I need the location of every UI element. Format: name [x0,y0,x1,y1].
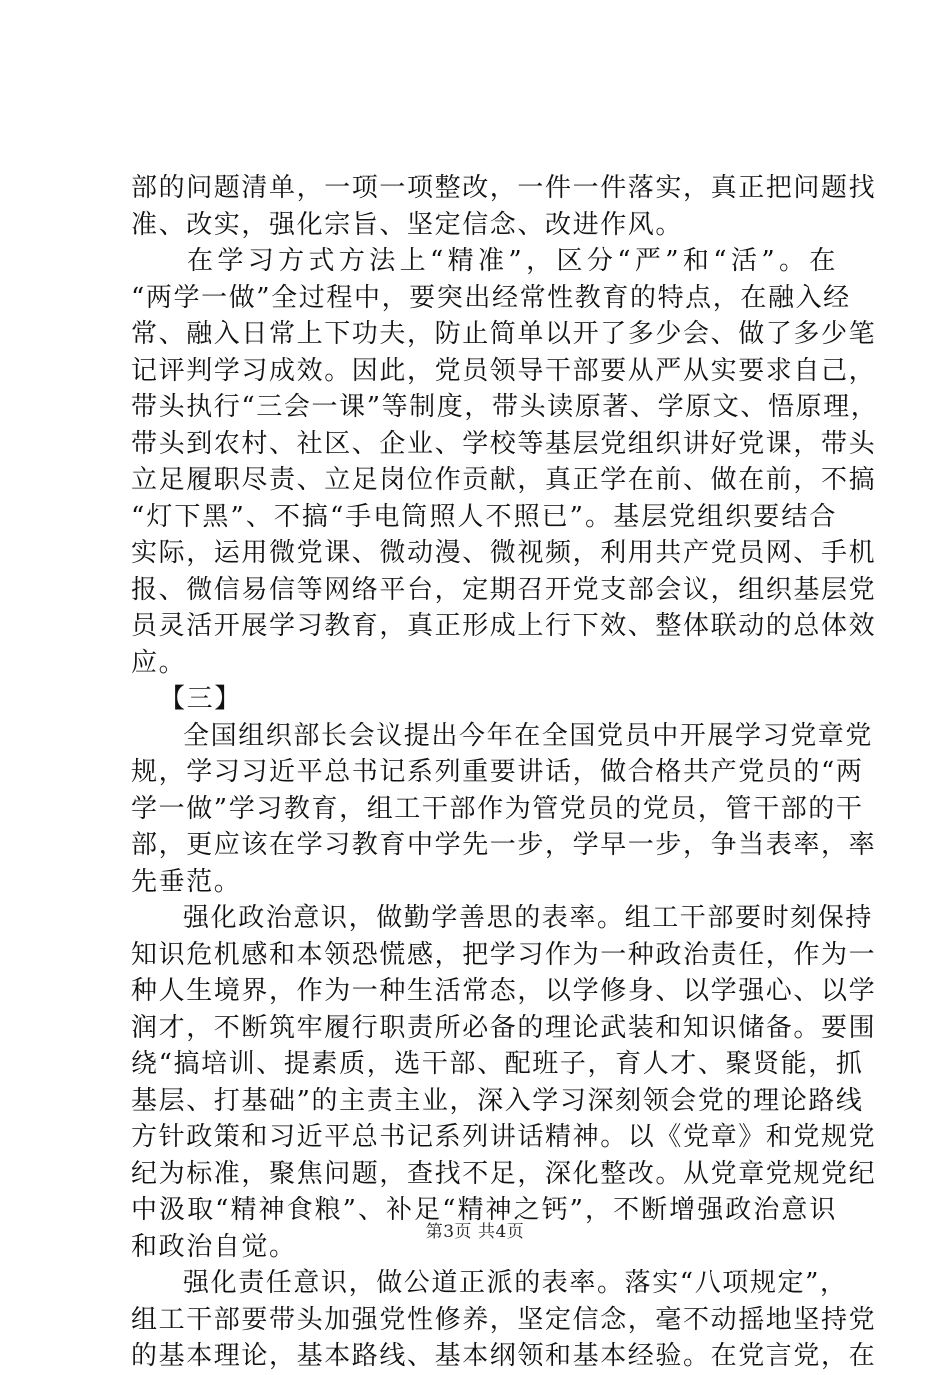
text-line: “灯下黑”、不搞“手电筒照人不照已”。基层党组织要结合 [131,501,837,532]
text-line: 实际，运用微党课、微动漫、微视频，利用共产党员网、手机 [131,538,877,568]
text-line: 报、微信易信等网络平台，定期召开党支部会议，组织基层党 [131,574,877,605]
text-line: 应。 [131,647,187,678]
section-heading: 【三】 [159,684,242,714]
paragraph-first-line: 强化责任意识，做公道正派的表率。落实“八项规定”， [183,1268,848,1298]
text-line: 准、改实，强化宗旨、坚定信念、改进作风。 [131,209,684,240]
text-line: 中汲取“精神食粮”、补足“精神之钙”，不断增强政治意识 [131,1195,837,1225]
text-line: 立足履职尽责、立足岗位作贡献，真正学在前、做在前，不搞 [131,465,877,495]
paragraph-first-line: 全国组织部长会议提出今年在全国党员中开展学习党章党 [183,720,874,751]
text-line: 的基本理论，基本路线、基本纲领和基本经验。在党言党，在 [131,1341,877,1371]
document-body [131,170,879,1375]
text-line: 绕“搞培训、提素质，选干部、配班子，育人才、聚贤能，抓 [131,1049,864,1079]
text-line: 组工干部要带头加强党性修养，坚定信念，毫不动摇地坚持党 [131,1304,877,1335]
text-line: 先垂范。 [131,866,242,897]
text-line: 种人生境界，作为一种生活常态，以学修身、以学强心、以学 [131,976,877,1006]
text-line: 和政治自觉。 [131,1231,297,1262]
text-line: 带头执行“三会一课”等制度，带头读原著、学原文、悟原理， [131,392,879,422]
text-line: 带头到农村、社区、企业、学校等基层党组织讲好党课，带头 [131,428,877,459]
text-line: 方针政策和习近平总书记系列讲话精神。以《党章》和党规党 [131,1122,877,1152]
text-line: 润才，不断筑牢履行职责所必备的理论武装和知识储备。要围 [131,1012,877,1043]
text-line: 知识危机感和本领恐慌感，把学习作为一种政治责任，作为一 [131,939,877,970]
page-number-footer: 第3页 共4页 [425,1222,525,1242]
paragraph-first-line: 强化政治意识，做勤学善思的表率。组工干部要时刻保持 [183,903,874,933]
text-line: “两学一做”全过程中，要突出经常性教育的特点，在融入经 [131,282,851,313]
paragraph-first-line: 在学习方式方法上“精准”，区分“严”和“活”。在 [187,246,837,276]
text-line: 记评判学习成效。因此，党员领导干部要从严从实要求自己， [131,355,877,386]
text-line: 学一做”学习教育，组工干部作为管党员的党员，管干部的干 [131,793,864,824]
text-line: 规，学习习近平总书记系列重要讲话，做合格共产党员的“两 [131,757,864,787]
text-line: 部的问题清单，一项一项整改，一件一件落实，真正把问题找 [131,173,877,203]
text-line: 常、融入日常上下功夫，防止简单以开了多少会、做了多少笔 [131,319,877,349]
text-line: 部，更应该在学习教育中学先一步，学早一步，争当表率，率 [131,830,877,860]
text-line: 纪为标准，聚焦问题，查找不足，深化整改。从党章党规党纪 [131,1158,877,1189]
text-line: 员灵活开展学习教育，真正形成上行下效、整体联动的总体效 [131,611,877,641]
text-line: 基层、打基础”的主责主业，深入学习深刻领会党的理论路线 [131,1085,864,1116]
